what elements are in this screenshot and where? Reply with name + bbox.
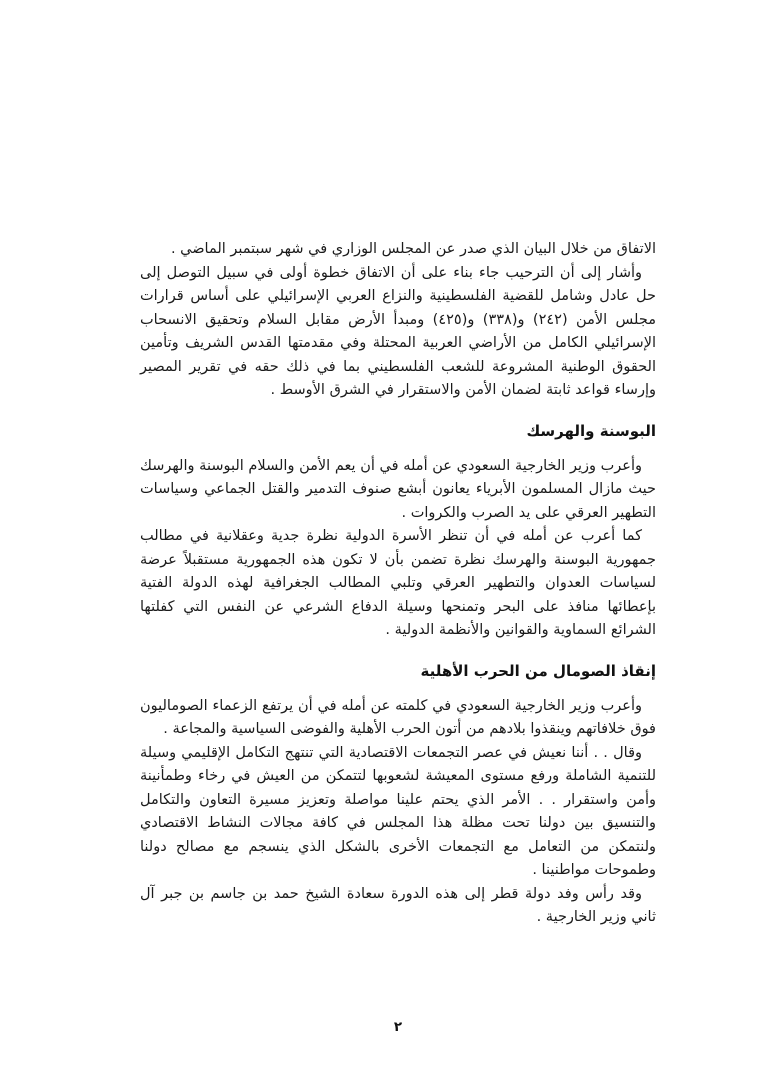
paragraph-bosnia-hope: وأعرب وزير الخارجية السعودي عن أمله في أن يعم الأمن والسلام البوسنة والهرسك حيث مازال المسلمون الأبرياء يعانون أبشع صنوف التدمير والقتل الجماعي وسياسات التطهير العرقي على يد الصرب والكروات .	[140, 457, 656, 521]
paragraph-qatar-delegation: وقد رأس وفد دولة قطر إلى هذه الدورة سعادة الشيخ حمد بن جاسم بن جبر آل ثاني وزير الخارجية .	[140, 885, 656, 925]
section-heading-somalia-civil-war: إنقاذ الصومال من الحرب الأهلية	[420, 661, 656, 680]
paragraph-economic-blocs: وقال . . أننا نعيش في عصر التجمعات الاقتصادية التي تنتهج التكامل الإقليمي وسيلة للتنمية الشاملة ورفع مستوى المعيشة لشعوبها لتتمكن من العيش في رخاء وطمأنينة وأمن واستقرار . . الأمر الذي يحتم علينا مواصلة وتعزيز مسيرة التعاون والتكامل والتنسيق بين دولنا تحت مظلة هذا المجلس في كافة مجالات النشاط الاقتصادي ولنتمكن من التعامل مع التجمعات الأخرى بالشكل الذي ينسجم مع مصالح دولنا وطموحات مواطنينا .	[140, 744, 656, 878]
paragraph-peace-agreement: وأشار إلى أن الترحيب جاء بناء على أن الاتفاق خطوة أولى في سبيل التوصل إلى حل عادل وشامل للقضية الفلسطينية والنزاع العربي الإسرائيلي على أساس قرارات مجلس الأمن (٢٤٢) و(٣٣٨) و(٤٢٥) ومبدأ الأرض مقابل السلام وتحقيق الانسحاب الإسرائيلي الكامل من الأراضي العربية المحتلة وفي مقدمتها القدس الشريف وتأمين الحقوق الوطنية المشروعة للشعب الفلسطيني بما في ذلك حقه في تقرير المصير وإرساء قواعد ثابتة لضمان الأمن والاستقرار في الشرق الأوسط .	[140, 264, 656, 398]
paragraph-somalia-leaders: وأعرب وزير الخارجية السعودي في كلمته عن أمله في أن يرتفع الزعماء الصوماليون فوق خلافاتهم وينقذوا بلادهم من أتون الحرب الأهلية والفوضى السياسية والمجاعة .	[140, 697, 656, 737]
page-number: ٢	[393, 1019, 403, 1035]
text-block	[140, 238, 656, 930]
paragraph-continuation-gcc-statement: الاتفاق من خلال البيان الذي صدر عن المجلس الوزاري في شهر سبتمبر الماضي .	[170, 241, 656, 257]
section-heading-bosnia-herzegovina: البوسنة والهرسك	[526, 421, 656, 440]
paragraph-bosnia-demands: كما أعرب عن أمله في أن تنظر الأسرة الدولية نظرة جدية وعقلانية في مطالب جمهورية البوسنة والهرسك نظرة تضمن بأن لا تكون هذه الجمهورية مستقبلاً عرضة لسياسات العدوان والتطهير العرقي وتلبي المطالب الجغرافية لهذه الدولة الفتية بإعطائها منافذ على البحر وتمنحها وسيلة الدفاع الشرعي عن النفس التي كفلتها الشرائع السماوية والقوانين والأنظمة الدولية .	[140, 528, 656, 638]
